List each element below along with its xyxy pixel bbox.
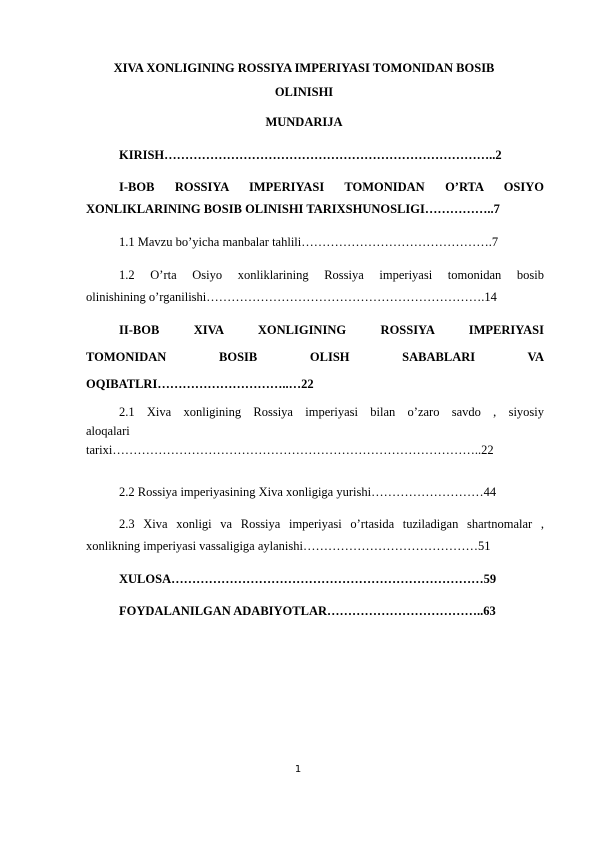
toc-chapter-2-line-2: TOMONIDAN BOSIB OLISH SABABLARI VA bbox=[86, 350, 544, 364]
toc-entry-1-1-text: 1.1 Mavzu bo’yicha manbalar tahlili……………………………………….7 bbox=[119, 235, 499, 249]
title-line-2: OLINISHI bbox=[274, 85, 334, 99]
toc-2-3-line-2: xonlikning imperiyasi vassaligiga aylanishi……………………………………51 bbox=[86, 539, 491, 553]
toc-chapter-1-line-1: I-BOB ROSSIYA IMPERIYASI TOMONIDAN O’RTA OSIYO bbox=[119, 180, 544, 194]
title-line-1: XIVA XONLIGINING ROSSIYA IMPERIYASI TOMONIDAN BOSIB bbox=[113, 61, 495, 75]
toc-entry-2-3 bbox=[86, 513, 544, 557]
toc-chapter-2-line-1: II-BOB XIVA XONLIGINING ROSSIYA IMPERIYASI bbox=[119, 323, 544, 337]
toc-entry-kirish-text: KIRISH……………………………………………………………………..2 bbox=[119, 148, 502, 162]
toc-entry-2-1 bbox=[86, 401, 544, 460]
toc-1-2-line-1: 1.2 O’rta Osiyo xonliklarining Rossiya imperiyasi tomonidan bosib bbox=[119, 268, 544, 282]
toc-2-1-line-3: tarixi……………………………………………………………………………..22 bbox=[86, 443, 494, 457]
toc-2-3-line-1: 2.3 Xiva xonligi va Rossiya imperiyasi o’rtasida tuziladigan shartnomalar , bbox=[119, 517, 544, 531]
toc-entry-xulosa-text: XULOSA…………………………………………………………………59 bbox=[119, 572, 497, 586]
toc-chapter-2-line-3: OQIBATLRI…………………………..…22 bbox=[86, 377, 314, 391]
contents-heading: MUNDARIJA bbox=[265, 115, 343, 129]
toc-1-2-line-2: olinishining o’rganilishi………………………………………………………….14 bbox=[86, 290, 497, 304]
toc-entry-2-2-text: 2.2 Rossiya imperiyasining Xiva xonligiga yurishi………………………44 bbox=[119, 485, 497, 499]
page-number: 1 bbox=[294, 764, 302, 775]
toc-chapter-1-line-2: XONLIKLARINING BOSIB OLINISHI TARIXSHUNOSLIGI……………..7 bbox=[86, 202, 500, 216]
toc-entry-chapter-2 bbox=[86, 319, 544, 395]
toc-entry-1-1 bbox=[86, 231, 544, 253]
toc-2-1-line-1: 2.1 Xiva xonligining Rossiya imperiyasi bilan o’zaro savdo , siyosiy bbox=[119, 405, 544, 419]
toc-entry-references-text: FOYDALANILGAN ADABIYOTLAR………………………………..63 bbox=[119, 604, 496, 618]
toc-entry-references bbox=[86, 600, 544, 622]
toc-entry-chapter-1 bbox=[86, 176, 544, 220]
document-title bbox=[86, 56, 522, 104]
toc-entry-kirish bbox=[86, 144, 544, 166]
toc-entry-1-2 bbox=[86, 264, 544, 308]
toc-entry-xulosa bbox=[86, 568, 544, 590]
toc-2-1-line-2: aloqalari bbox=[86, 424, 130, 438]
toc-entry-2-2 bbox=[86, 481, 544, 503]
